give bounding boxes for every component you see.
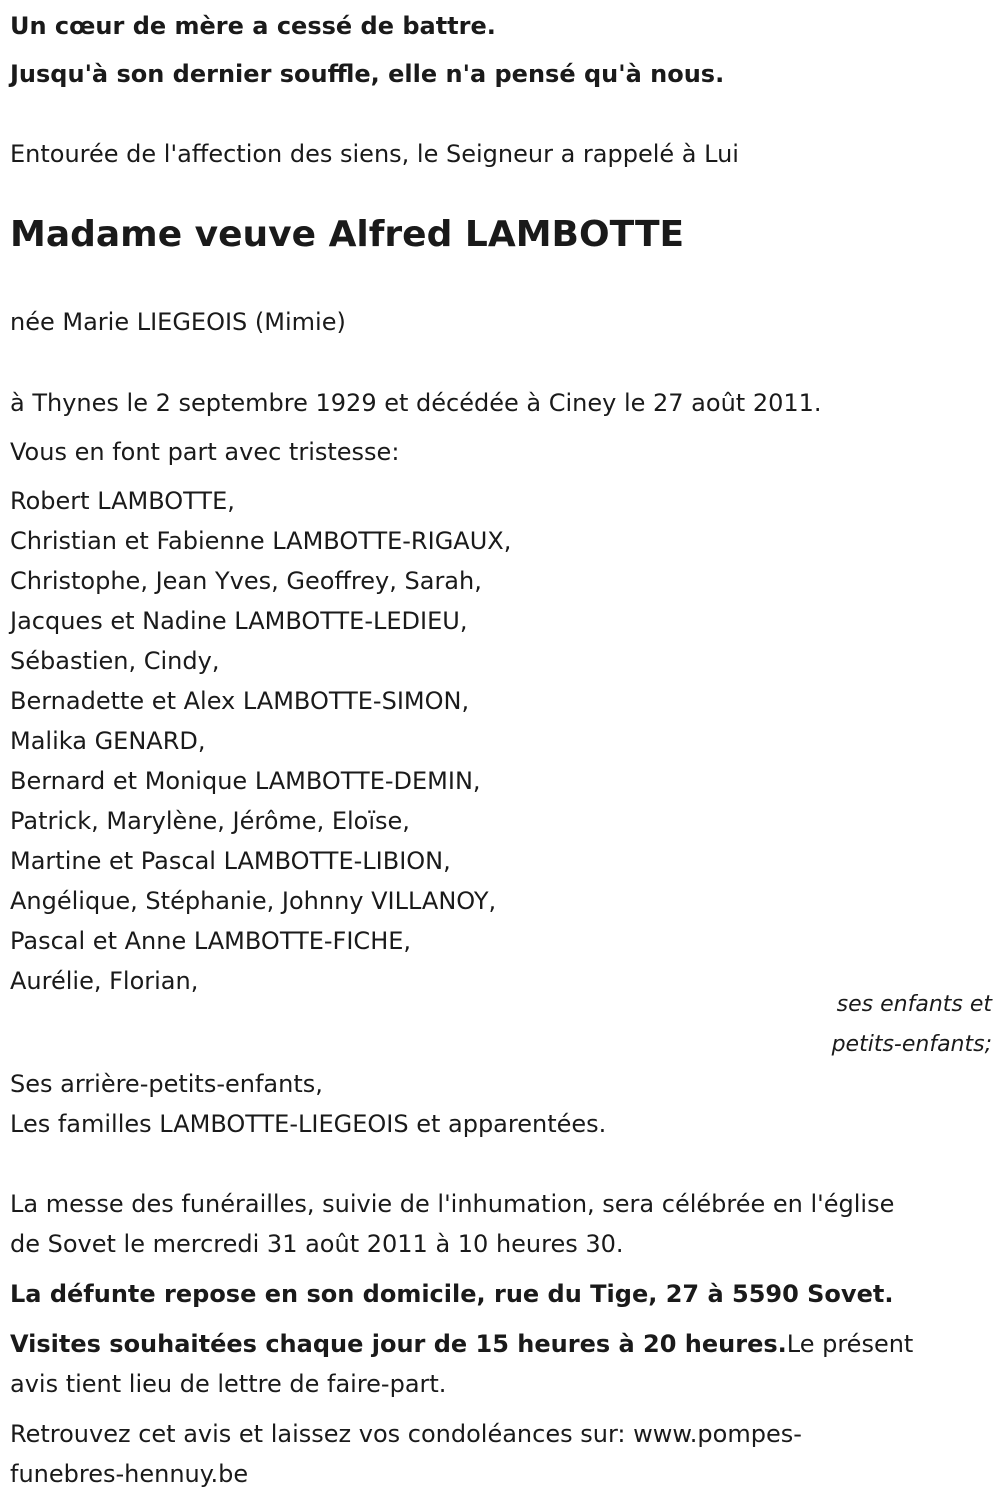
family-caption-line-1: ses enfants et: [836, 992, 992, 1017]
family-member: Robert LAMBOTTE,: [10, 487, 235, 515]
maiden-name: née Marie LIEGEOIS (Mimie): [10, 308, 346, 336]
family-member: Bernadette et Alex LAMBOTTE-SIMON,: [10, 687, 470, 715]
family-member: Christophe, Jean Yves, Geoffrey, Sarah,: [10, 567, 482, 595]
family-member: Martine et Pascal LAMBOTTE-LIBION,: [10, 847, 451, 875]
family-member: Malika GENARD,: [10, 727, 206, 755]
great-grandchildren: Ses arrière-petits-enfants,: [10, 1070, 323, 1098]
visits-line-2: avis tient lieu de lettre de faire-part.: [10, 1370, 447, 1398]
header-line-2: Jusqu'à son dernier souffle, elle n'a pensé qu'à nous.: [10, 60, 725, 88]
family-member: Angélique, Stéphanie, Johnny VILLANOY,: [10, 887, 497, 915]
header-line-1: Un cœur de mère a cessé de battre.: [10, 12, 496, 40]
website-line-1: Retrouvez cet avis et laissez vos condoléances sur: www.pompes-: [10, 1420, 802, 1448]
family-caption-line-2: petits-enfants;: [831, 1032, 992, 1057]
family-member: Bernard et Monique LAMBOTTE-DEMIN,: [10, 767, 481, 795]
family-member: Pascal et Anne LAMBOTTE-FICHE,: [10, 927, 412, 955]
funeral-text-line-2: de Sovet le mercredi 31 août 2011 à 10 heures 30.: [10, 1230, 624, 1258]
announcement-text: Vous en font part avec tristesse:: [10, 438, 400, 466]
family-member: Jacques et Nadine LAMBOTTE-LEDIEU,: [10, 607, 468, 635]
birth-death-dates: à Thynes le 2 septembre 1929 et décédée à Ciney le 27 août 2011.: [10, 389, 822, 417]
family-member: Patrick, Marylène, Jérôme, Eloïse,: [10, 807, 410, 835]
families: Les familles LAMBOTTE-LIEGEOIS et apparentées.: [10, 1110, 607, 1138]
family-member: Sébastien, Cindy,: [10, 647, 220, 675]
family-member: Aurélie, Florian,: [10, 967, 199, 995]
family-member: Christian et Fabienne LAMBOTTE-RIGAUX,: [10, 527, 512, 555]
deceased-name: Madame veuve Alfred LAMBOTTE: [10, 214, 685, 255]
visits-line-1: [10, 1324, 913, 1364]
visits-note: Le présent: [786, 1330, 914, 1358]
visits-hours: Visites souhaitées chaque jour de 15 heures à 20 heures.: [10, 1330, 787, 1358]
website-line-2: funebres-hennuy.be: [10, 1460, 249, 1488]
funeral-text-line-1: La messe des funérailles, suivie de l'inhumation, sera célébrée en l'église: [10, 1190, 895, 1218]
intro-text: Entourée de l'affection des siens, le Seigneur a rappelé à Lui: [10, 140, 739, 168]
repose-text: La défunte repose en son domicile, rue du Tige, 27 à 5590 Sovet.: [10, 1280, 894, 1308]
